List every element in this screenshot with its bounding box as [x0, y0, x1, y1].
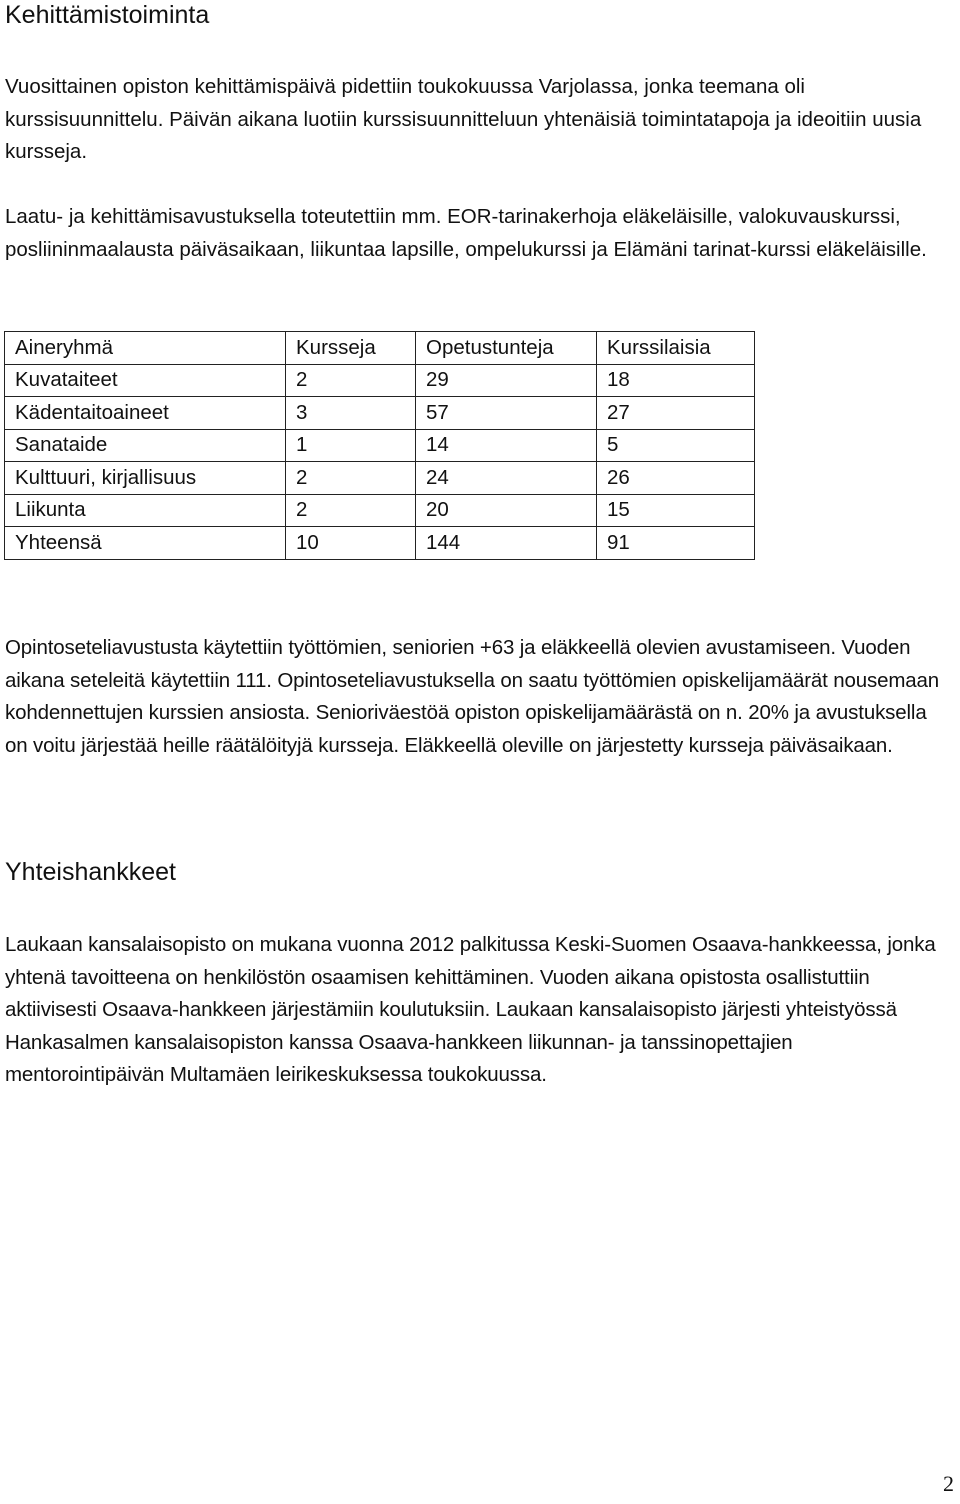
table-cell: 10 — [286, 527, 416, 560]
table-cell: 14 — [416, 429, 597, 462]
table-cell: 29 — [416, 364, 597, 397]
table-cell: 2 — [286, 364, 416, 397]
course-statistics-table — [4, 331, 755, 560]
table-cell: 24 — [416, 462, 597, 495]
table-cell: Kuvataiteet — [5, 364, 286, 397]
table-cell: 2 — [286, 462, 416, 495]
table-cell: 20 — [416, 494, 597, 527]
table-cell: 2 — [286, 494, 416, 527]
table-cell: 144 — [416, 527, 597, 560]
table-row — [5, 494, 755, 527]
table-cell: Kulttuuri, kirjallisuus — [5, 462, 286, 495]
table-cell: Sanataide — [5, 429, 286, 462]
table-cell: 91 — [597, 527, 755, 560]
paragraph-laatu-avustus: Laatu- ja kehittämisavustuksella toteutettiin mm. EOR-tarinakerhoja eläkeläisille, valokuvauskurssi, posliininmaalausta päiväsaikaan, liikuntaa lapsille, ompelukurssi ja Elämäni tarinat-kurssi eläkeläisille. — [5, 205, 927, 261]
paragraph-opintoseteli: Opintoseteliavustusta käytettiin työttömien, seniorien +63 ja eläkkeellä olevien avustamiseen. Vuoden aikana seteleitä käytettiin 111. Opintoseteliavustuksella on saatu työttömien opiskelijamäärät nousemaan kohdennettujen kurssien ansiosta. Senioriväestöä opiston opiskelijamäärästä on n. 20% ja avustuksella on voitu järjestää heille räätälöityjä kursseja. Eläkkeellä oleville on järjestetty kursseja päiväsaikaan. — [5, 636, 940, 757]
paragraph-kehittamispaiva: Vuosittainen opiston kehittämispäivä pidettiin toukokuussa Varjolassa, jonka teemana oli kurssisuunnittelu. Päivän aikana luotiin kurssisuunnitteluun yhtenäisiä toimintatapoja ja ideoitiin uusia kursseja. — [5, 75, 922, 163]
table-header-row — [5, 332, 755, 365]
table-cell: 18 — [597, 364, 755, 397]
table-header-cell: Aineryhmä — [5, 332, 286, 365]
table-cell: 26 — [597, 462, 755, 495]
table-row — [5, 364, 755, 397]
table-row — [5, 462, 755, 495]
table-row — [5, 397, 755, 430]
table-cell: 27 — [597, 397, 755, 430]
page-number: 2 — [943, 1471, 954, 1496]
section-title-kehittamistoiminta: Kehittämistoiminta — [5, 1, 210, 29]
table-cell: 1 — [286, 429, 416, 462]
table-row — [5, 429, 755, 462]
table-cell: 5 — [597, 429, 755, 462]
table-cell: Yhteensä — [5, 527, 286, 560]
table-cell: Kädentaitoaineet — [5, 397, 286, 430]
table-cell: 57 — [416, 397, 597, 430]
table-header-cell: Kursseja — [286, 332, 416, 365]
table-cell: 15 — [597, 494, 755, 527]
table-cell: Liikunta — [5, 494, 286, 527]
paragraph-osaava-hanke: Laukaan kansalaisopisto on mukana vuonna 2012 palkitussa Keski-Suomen Osaava-hankkeessa, jonka yhtenä tavoitteena on henkilöstön osaamisen kehittäminen. Vuoden aikana opistosta osallistuttiin aktiivisesti Osaava-hankkeen järjestämiin koulutuksiin. Laukaan kansalaisopisto järjesti yhteistyössä Hankasalmen kansalaisopiston kanssa Osaava-hankkeen liikunnan- ja tanssinopettajien mentorointipäivän Multamäen leirikeskuksessa toukokuussa. — [5, 933, 936, 1086]
table-cell: 3 — [286, 397, 416, 430]
table-row — [5, 527, 755, 560]
table-header-cell: Kurssilaisia — [597, 332, 755, 365]
table-header-cell: Opetustunteja — [416, 332, 597, 365]
section-title-yhteishankkeet: Yhteishankkeet — [5, 858, 176, 886]
